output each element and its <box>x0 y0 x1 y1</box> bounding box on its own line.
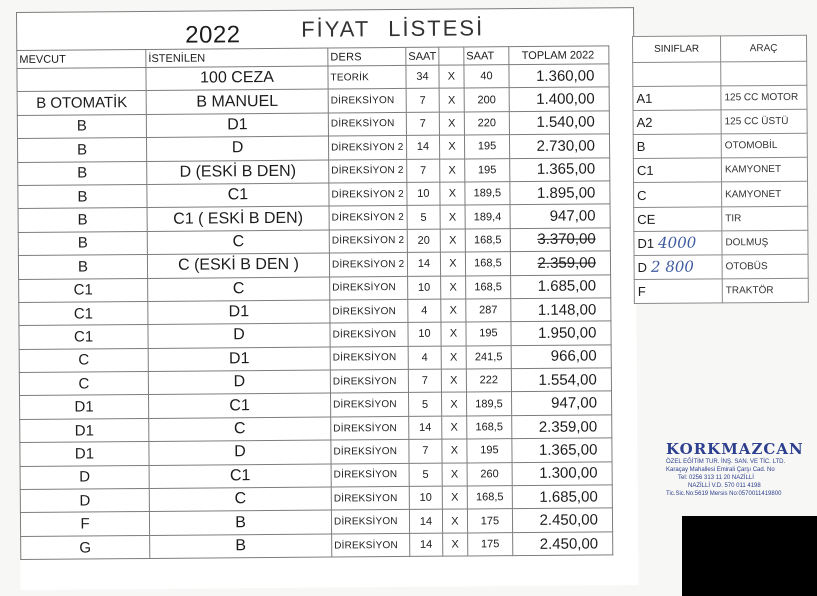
cell-toplam: 1.895,00 <box>510 181 610 205</box>
cell-istenilen: D (ESKİ B DEN) <box>147 160 329 185</box>
cell-istenilen: B <box>149 510 331 535</box>
cell-ders: DİREKSİYON <box>331 440 409 464</box>
classes-row <box>633 109 807 134</box>
cell-mevcut: C <box>19 348 148 372</box>
classes-table <box>632 35 809 304</box>
cell-mevcut: B <box>18 231 147 255</box>
cell-toplam: 1.360,00 <box>509 64 609 88</box>
classes-header-row <box>633 35 807 62</box>
cell-istenilen: D1 <box>146 113 328 138</box>
classes-row <box>633 134 807 159</box>
cell-mevcut: B <box>18 184 147 208</box>
cell-saat-price: 260 <box>467 462 512 486</box>
title-year: 2022 <box>185 21 241 49</box>
cell-saat: 7 <box>408 369 441 393</box>
handwritten-note: 2 800 <box>650 257 695 277</box>
cell-istenilen: D <box>148 370 330 395</box>
cell-saat: 5 <box>409 393 442 417</box>
stamp-line: Tic.Sic.No:5619 Mersis No:0570011419800 <box>666 491 782 497</box>
table-row <box>21 532 613 560</box>
cell-istenilen: B <box>150 534 332 559</box>
cell-saat-price: 195 <box>467 439 512 463</box>
cell-x: X <box>442 509 467 533</box>
cell-istenilen: D <box>148 323 330 348</box>
cell-ders: DİREKSİYON 2 <box>329 206 407 230</box>
cell-sinif <box>633 134 721 159</box>
cell-ders: DİREKSİYON 2 <box>328 136 406 160</box>
cell-saat-price: 168,5 <box>466 275 511 299</box>
cell-toplam: 947,00 <box>510 204 610 228</box>
cell-toplam: 1.685,00 <box>511 274 611 298</box>
cell-mevcut: D1 <box>20 418 149 442</box>
cell-arac: OTOBÜS <box>722 254 808 279</box>
cell-mevcut: F <box>20 512 149 536</box>
cell-x: X <box>440 229 465 253</box>
cell-ders: DİREKSİYON <box>330 346 408 370</box>
title-row <box>16 7 634 51</box>
col-header-ders: DERS <box>328 47 406 66</box>
classes-row <box>633 61 807 86</box>
cell-saat: 10 <box>409 486 442 510</box>
cell-saat: 10 <box>408 322 441 346</box>
company-stamp <box>664 440 817 512</box>
cell-arac: TRAKTÖR <box>722 278 808 303</box>
cell-istenilen: C1 ( ESKİ B DEN) <box>147 206 329 231</box>
cell-toplam: 2.359,00 <box>510 251 610 275</box>
cell-toplam: 1.365,00 <box>510 157 610 181</box>
stamp-line: Karaçay Mahallesi Emirali Çarşı Cad. No <box>666 467 775 473</box>
cell-toplam: 2.450,00 <box>513 532 613 556</box>
cell-saat-price: 40 <box>464 65 509 89</box>
cell-x: X <box>442 416 467 440</box>
classes-row <box>633 85 807 110</box>
classes-row <box>634 206 808 231</box>
cell-istenilen: C1 <box>149 464 331 489</box>
cell-ders: DİREKSİYON <box>331 463 409 487</box>
cell-saat-price: 168,5 <box>467 486 512 510</box>
cell-toplam: 947,00 <box>511 391 611 415</box>
cell-mevcut <box>17 67 146 91</box>
cell-ders: DİREKSİYON 2 <box>329 182 407 206</box>
cell-saat-price: 220 <box>464 111 509 135</box>
cell-ders: DİREKSİYON <box>332 533 410 557</box>
classes-panel <box>632 35 810 304</box>
cell-x: X <box>442 486 467 510</box>
cell-mevcut: D <box>20 465 149 489</box>
cell-x: X <box>439 135 464 159</box>
cell-mevcut: D1 <box>20 442 149 466</box>
cell-istenilen: D1 <box>148 300 330 325</box>
cell-mevcut: C <box>19 372 148 396</box>
cell-istenilen: C <box>149 487 331 512</box>
cell-x: X <box>443 533 468 557</box>
cell-sinif <box>634 279 722 304</box>
cell-saat: 10 <box>408 276 441 300</box>
sinif-label: A1 <box>636 91 653 107</box>
col-header-siniflar: SINIFLAR <box>633 36 721 63</box>
cell-arac: KAMYONET <box>721 158 807 183</box>
cell-sinif <box>634 255 722 280</box>
cell-ders: DİREKSİYON <box>330 276 408 300</box>
cell-arac: OTOMOBİL <box>721 134 807 159</box>
cell-saat: 14 <box>409 510 442 534</box>
col-header-toplam: TOPLAM 2022 <box>509 46 609 65</box>
cell-toplam: 3.370,00 <box>510 228 610 252</box>
cell-istenilen: C <box>147 230 329 255</box>
cell-saat: 14 <box>410 533 443 557</box>
cell-toplam: 1.300,00 <box>512 461 612 485</box>
cell-toplam: 1.554,00 <box>511 368 611 392</box>
cell-arac: 125 CC MOTOR <box>721 85 807 110</box>
cell-mevcut: G <box>21 535 150 559</box>
sinif-label: C1 <box>636 163 654 179</box>
cell-saat-price: 189,5 <box>466 392 511 416</box>
cell-ders: DİREKSİYON <box>331 486 409 510</box>
cell-ders: DİREKSİYON <box>331 393 409 417</box>
cell-toplam: 1.400,00 <box>509 87 609 111</box>
cell-sinif <box>634 206 722 231</box>
cell-ders: DİREKSİYON <box>330 323 408 347</box>
cell-x: X <box>441 275 466 299</box>
cell-toplam: 1.148,00 <box>511 298 611 322</box>
cell-x: X <box>441 392 466 416</box>
classes-row <box>634 182 808 207</box>
cell-saat-price: 175 <box>467 509 512 533</box>
cell-x: X <box>440 182 465 206</box>
cell-toplam: 2.730,00 <box>509 134 609 158</box>
cell-saat: 4 <box>408 299 441 323</box>
cell-mevcut: D <box>20 488 149 512</box>
cell-saat: 7 <box>406 112 439 136</box>
cell-ders: DİREKSİYON <box>330 370 408 394</box>
cell-saat-price: 168,5 <box>467 415 512 439</box>
cell-x: X <box>441 346 466 370</box>
cell-mevcut: B <box>17 114 146 138</box>
cell-istenilen: C <box>149 417 331 442</box>
classes-row <box>633 158 807 183</box>
sinif-label: D1 <box>637 236 655 252</box>
cell-saat: 10 <box>407 182 440 206</box>
col-header-x <box>439 47 464 65</box>
cell-saat: 7 <box>409 439 442 463</box>
cell-saat: 14 <box>409 416 442 440</box>
cell-saat-price: 222 <box>466 369 511 393</box>
classes-row <box>634 254 808 279</box>
cell-toplam: 2.359,00 <box>512 415 612 439</box>
cell-saat: 20 <box>407 229 440 253</box>
cell-istenilen: D1 <box>148 347 330 372</box>
cell-mevcut: B <box>18 161 147 185</box>
cell-x: X <box>439 65 464 89</box>
cell-saat-price: 287 <box>466 299 511 323</box>
sinif-label: A2 <box>636 115 653 131</box>
cell-mevcut: D1 <box>20 395 149 419</box>
cell-x: X <box>439 112 464 136</box>
cell-ders: DİREKSİYON <box>331 510 409 534</box>
handwritten-note: 4000 <box>658 233 697 253</box>
cell-ders: DİREKSİYON 2 <box>329 159 407 183</box>
cell-saat-price: 189,4 <box>465 205 510 229</box>
sinif-label: C <box>637 187 647 203</box>
cell-toplam: 2.450,00 <box>512 508 612 532</box>
cell-toplam: 966,00 <box>511 345 611 369</box>
cell-arac: KAMYONET <box>722 182 808 207</box>
cell-x: X <box>442 439 467 463</box>
cell-saat-price: 200 <box>464 88 509 112</box>
cell-toplam: 1.540,00 <box>509 111 609 135</box>
cell-saat: 34 <box>406 65 439 89</box>
price-list-sheet <box>16 7 639 590</box>
col-header-saat-price: SAAT <box>464 47 509 65</box>
cell-ders: DİREKSİYON <box>328 89 406 113</box>
cell-arac: DOLMUŞ <box>722 230 808 255</box>
col-header-arac: ARAÇ <box>721 35 807 62</box>
cell-ders: DİREKSİYON <box>328 112 406 136</box>
cell-sinif <box>633 158 721 183</box>
cell-saat: 7 <box>407 159 440 183</box>
cell-sinif <box>634 231 722 256</box>
cell-toplam: 1.365,00 <box>512 438 612 462</box>
cell-saat: 4 <box>408 346 441 370</box>
cell-saat-price: 195 <box>466 322 511 346</box>
cell-istenilen: D <box>146 136 328 161</box>
redaction-block <box>682 516 817 596</box>
cell-x: X <box>441 299 466 323</box>
cell-x: X <box>440 252 465 276</box>
cell-x: X <box>442 463 467 487</box>
stamp-line: Tel: 0256 313 11 20 NAZİLLİ <box>678 475 754 481</box>
cell-saat-price: 195 <box>464 135 509 159</box>
cell-saat-price: 195 <box>465 158 510 182</box>
cell-saat-price: 241,5 <box>466 345 511 369</box>
cell-ders: DİREKSİYON <box>330 299 408 323</box>
cell-istenilen: C <box>148 277 330 302</box>
sinif-label: F <box>637 283 646 299</box>
cell-saat: 14 <box>407 252 440 276</box>
cell-saat: 7 <box>406 89 439 113</box>
stamp-logo: KORKMAZCAN <box>666 440 804 458</box>
cell-istenilen: B MANUEL <box>146 89 328 114</box>
cell-x: X <box>439 88 464 112</box>
cell-x: X <box>440 159 465 183</box>
col-header-saat: SAAT <box>406 47 439 65</box>
cell-sinif <box>633 62 721 87</box>
cell-mevcut: B <box>18 208 147 232</box>
cell-saat: 14 <box>406 135 439 159</box>
cell-ders: DİREKSİYON 2 <box>329 229 407 253</box>
cell-ders: TEORİK <box>328 65 406 89</box>
sinif-label: D <box>637 260 648 276</box>
sinif-label: CE <box>637 211 656 227</box>
cell-x: X <box>441 322 466 346</box>
cell-saat: 5 <box>409 463 442 487</box>
classes-row <box>634 278 808 303</box>
cell-mevcut: C1 <box>19 301 148 325</box>
cell-mevcut: B <box>17 138 146 162</box>
sinif-label: B <box>636 139 646 155</box>
col-header-mevcut: MEVCUT <box>17 49 146 68</box>
cell-ders: DİREKSİYON 2 <box>329 253 407 277</box>
cell-istenilen: C (ESKİ B DEN ) <box>147 253 329 278</box>
page-title <box>301 15 502 43</box>
cell-saat-price: 168,5 <box>465 228 510 252</box>
cell-arac <box>721 61 807 86</box>
cell-x: X <box>441 369 466 393</box>
cell-toplam: 1.950,00 <box>511 321 611 345</box>
cell-sinif <box>633 110 721 135</box>
title-word: FİYAT <box>301 16 371 42</box>
cell-istenilen: C1 <box>147 183 329 208</box>
cell-ders: DİREKSİYON <box>331 416 409 440</box>
cell-istenilen: 100 CEZA <box>146 66 328 91</box>
cell-saat: 5 <box>407 206 440 230</box>
cell-arac: 125 CC ÜSTÜ <box>721 109 807 134</box>
col-header-istenilen: İSTENİLEN <box>146 48 328 67</box>
cell-arac: TIR <box>722 206 808 231</box>
price-table <box>16 45 613 560</box>
cell-mevcut: C1 <box>19 278 148 302</box>
cell-saat-price: 175 <box>468 532 513 556</box>
cell-mevcut: B OTOMATİK <box>17 91 146 115</box>
cell-istenilen: D <box>149 440 331 465</box>
stamp-line: NAZİLLİ V.D. 570 011 4198 <box>688 483 761 489</box>
cell-toplam: 1.685,00 <box>512 485 612 509</box>
classes-row <box>634 230 808 255</box>
cell-sinif <box>633 86 721 111</box>
cell-x: X <box>440 205 465 229</box>
stamp-line: ÖZEL EĞİTİM TUR. İNŞ. SAN. VE TİC. LTD. <box>666 459 786 465</box>
cell-mevcut: B <box>18 255 147 279</box>
cell-saat-price: 168,5 <box>465 252 510 276</box>
cell-saat-price: 189,5 <box>465 182 510 206</box>
title-word: LİSTESİ <box>388 15 485 42</box>
cell-istenilen: C1 <box>149 394 331 419</box>
cell-mevcut: C1 <box>19 325 148 349</box>
cell-sinif <box>634 182 722 207</box>
